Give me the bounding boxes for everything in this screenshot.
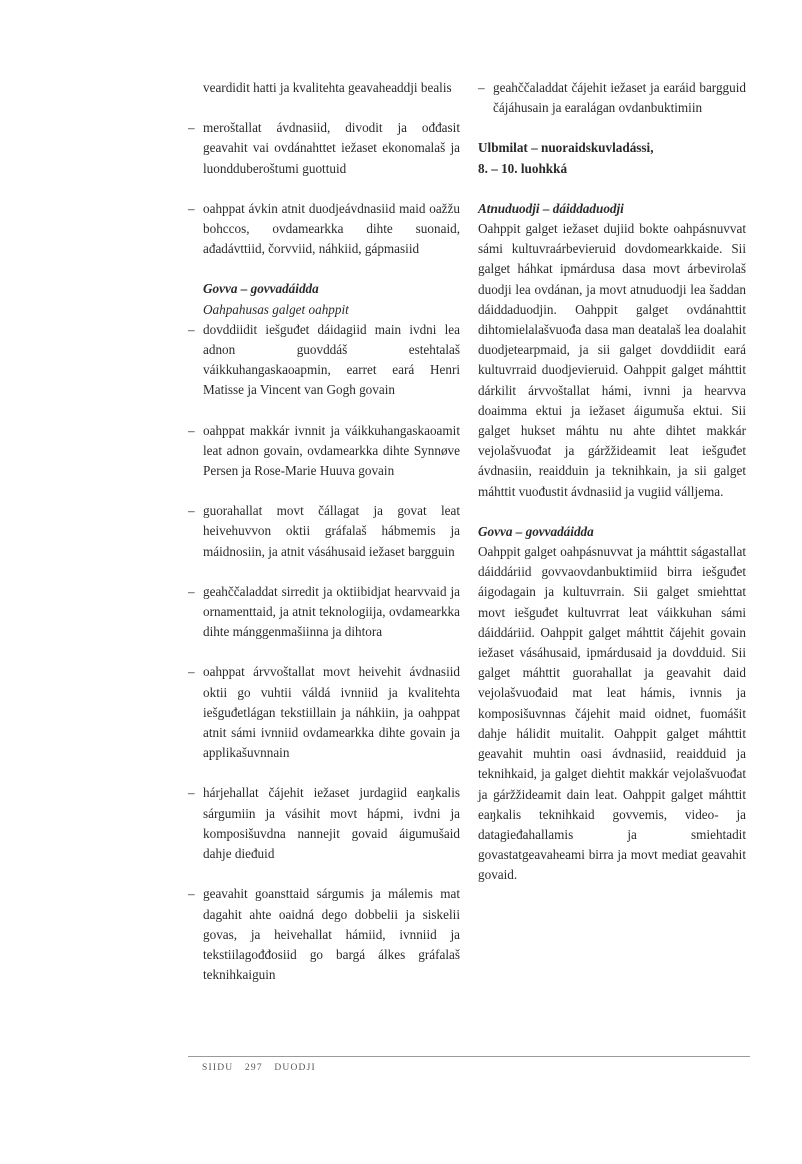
list-item: – oahppat ávkin atnit duodjeávdnasiid maid oažžu bohccos, ovdamearkka dihte suonaid, ađadávttiid, čorvviid, náhkiid, gápmasiid [188,200,460,257]
list-item: – dovddiidit iešguđet dáidagiid main ivdni lea adnon guovddáš estehtalaš váikkuhangaskaoapmin, earret eará Henri Matisse ja Vincent van Gogh govain [188,321,460,398]
list-item: – geahččaladdat sirredit ja oktiibidjat hearvvaid ja ornamenttaid, ja atnit teknologiija, ovdamearkka dihte mánggenmašiinna ja dihtora [188,583,460,640]
subsection-heading-duodji: Atnuduodji – dáiddaduodji [478,200,624,216]
list-item: – oahppat árvvoštallat movt heivehit ávdnasiid oktii go vuhtii váldá ivnniid ja kvalitehta iešguđetlágan tekstiillain ja náhkiin, ja oahppat atnit sámi ivnniid ovdamearkka dihte govain ja applikašuvnnain [188,664,460,761]
list-item: – guorahallat movt čállagat ja govat leat heivehuvvon oktii gráfalaš hábmemis ja máidnosiin, ja atnit vásáhusaid iežaset bargguin [188,503,460,559]
subsection-heading-govva: Govva – govvadáidda [478,523,594,539]
section-subheading: Oahpahusas galget oahppit [203,301,349,317]
goals-heading-grade: 8. – 10. luohkká [478,160,568,176]
footer-section: DUODJI [274,1063,316,1073]
page-number: 297 [244,1063,263,1073]
list-item: – geahččaladdat čájehit iežaset ja earáid bargguid čájáhusain ja earalágan ovdanbuktimiin [478,80,746,116]
left-column [188,78,460,985]
list-item: – oahppat makkár ivnnit ja váikkuhangaskaoamit leat adnon govain, ovdamearkka dihte Synnøve Persen ja Rose-Marie Huuva govain [188,422,460,479]
subsection-text-govva: Oahppit galget oahpásnuvvat ja máhttit ságastallat dáiddáriid govvaovdanbuktimiid birra iešguđet áigodagain ja kultuvrrain. Sii galget smiehttat movt iešguđet kultuvrrat leat váikkuhan sámi dáiddáriid. Oahppit galget máhttit čájehit govain iežaset vásáhusaid, ipmárdusaid ja dovdduid. Sii galget máhttit guorahallat ja geavahit daid vejolašvuođaid mat leat hámis, ivnnis ja komposišuvnnas čájehit maid oidnet, fuomášit dahje hálidit muitalit. Oahppit galget máhttit geavahit muhtin oasi ávdnasiid, reaidduid ja teknihkaid, ja galget diehtit makkár vejolašvuođat ja gáržžideamit dain leat. Oahppit galget máhttit eaŋkalis teknihkaid govvemis, video- ja datagieđahallamis ja smiehtadit govastatgeavaheami birra ja movt mediat geavahit govaid. [478,544,746,883]
section-heading: Govva – govvadáidda [203,281,319,297]
footer-label: SIIDU [202,1063,234,1073]
list-item: – meroštallat ávdnasiid, divodit ja ođđasit geavahit vai ovdánahttet iežaset ekonomalaš ja luondduberoštumi guottuid [188,120,460,176]
subsection-text-duodji: Oahppit galget iežaset dujiid bokte oahpásnuvvat sámi kultuvraárbevieruid dovdomearkkaide. Sii galget háhkat ipmárdusa dasa movt árbevirolaš duodji lea ovdánan, ja movt atnuduodji lea šaddan dáiddaduodjin. Oahppit galget ovdánahttit dihtomielalašvuođa dasa man deatalaš lea doalahit duodjetearpmaid, ja sii galget dovddiidit eará kultuvrraid duodjevieruid. Oahppit galget máhttit dárkilit árvvoštallat hámi, ivnni ja hearvva doaimma ektui ja iežaset áigumuša ektui. Sii galget hukset máhtu nu ahte dihtet makkár vejolašvuođat ja gáržžideamit leat iešguđet ávdnasiin, reaidduin ja teknihkain, ja sii galget máhttit vuođustit ávdnasiid ja vugiid válljema. [478,221,746,499]
goals-heading: Ulbmilat – nuoraidskuvladássi, [478,140,654,156]
footer-divider [188,1056,750,1057]
list-item: – hárjehallat čájehit iežaset jurdagiid eaŋkalis sárgumiin ja vásihit movt hápmi, ivdni ja komposišuvdna nannejit govaid áigumušaid dahje dieđuid [188,785,460,862]
intro-text: veardidit hatti ja kvalitehta geavaheaddji bealis [203,80,452,95]
page-footer [202,1063,324,1073]
list-item: – geavahit goansttaid sárgumis ja málemis mat dagahit ahte oaidná dego dobbelii ja siskelii govas, ja heivehallat hámiid, ivnniid ja tekstiilagođđosiid go bargá álkes gráfalaš teknihkaiguin [188,886,460,983]
right-column [478,78,746,886]
